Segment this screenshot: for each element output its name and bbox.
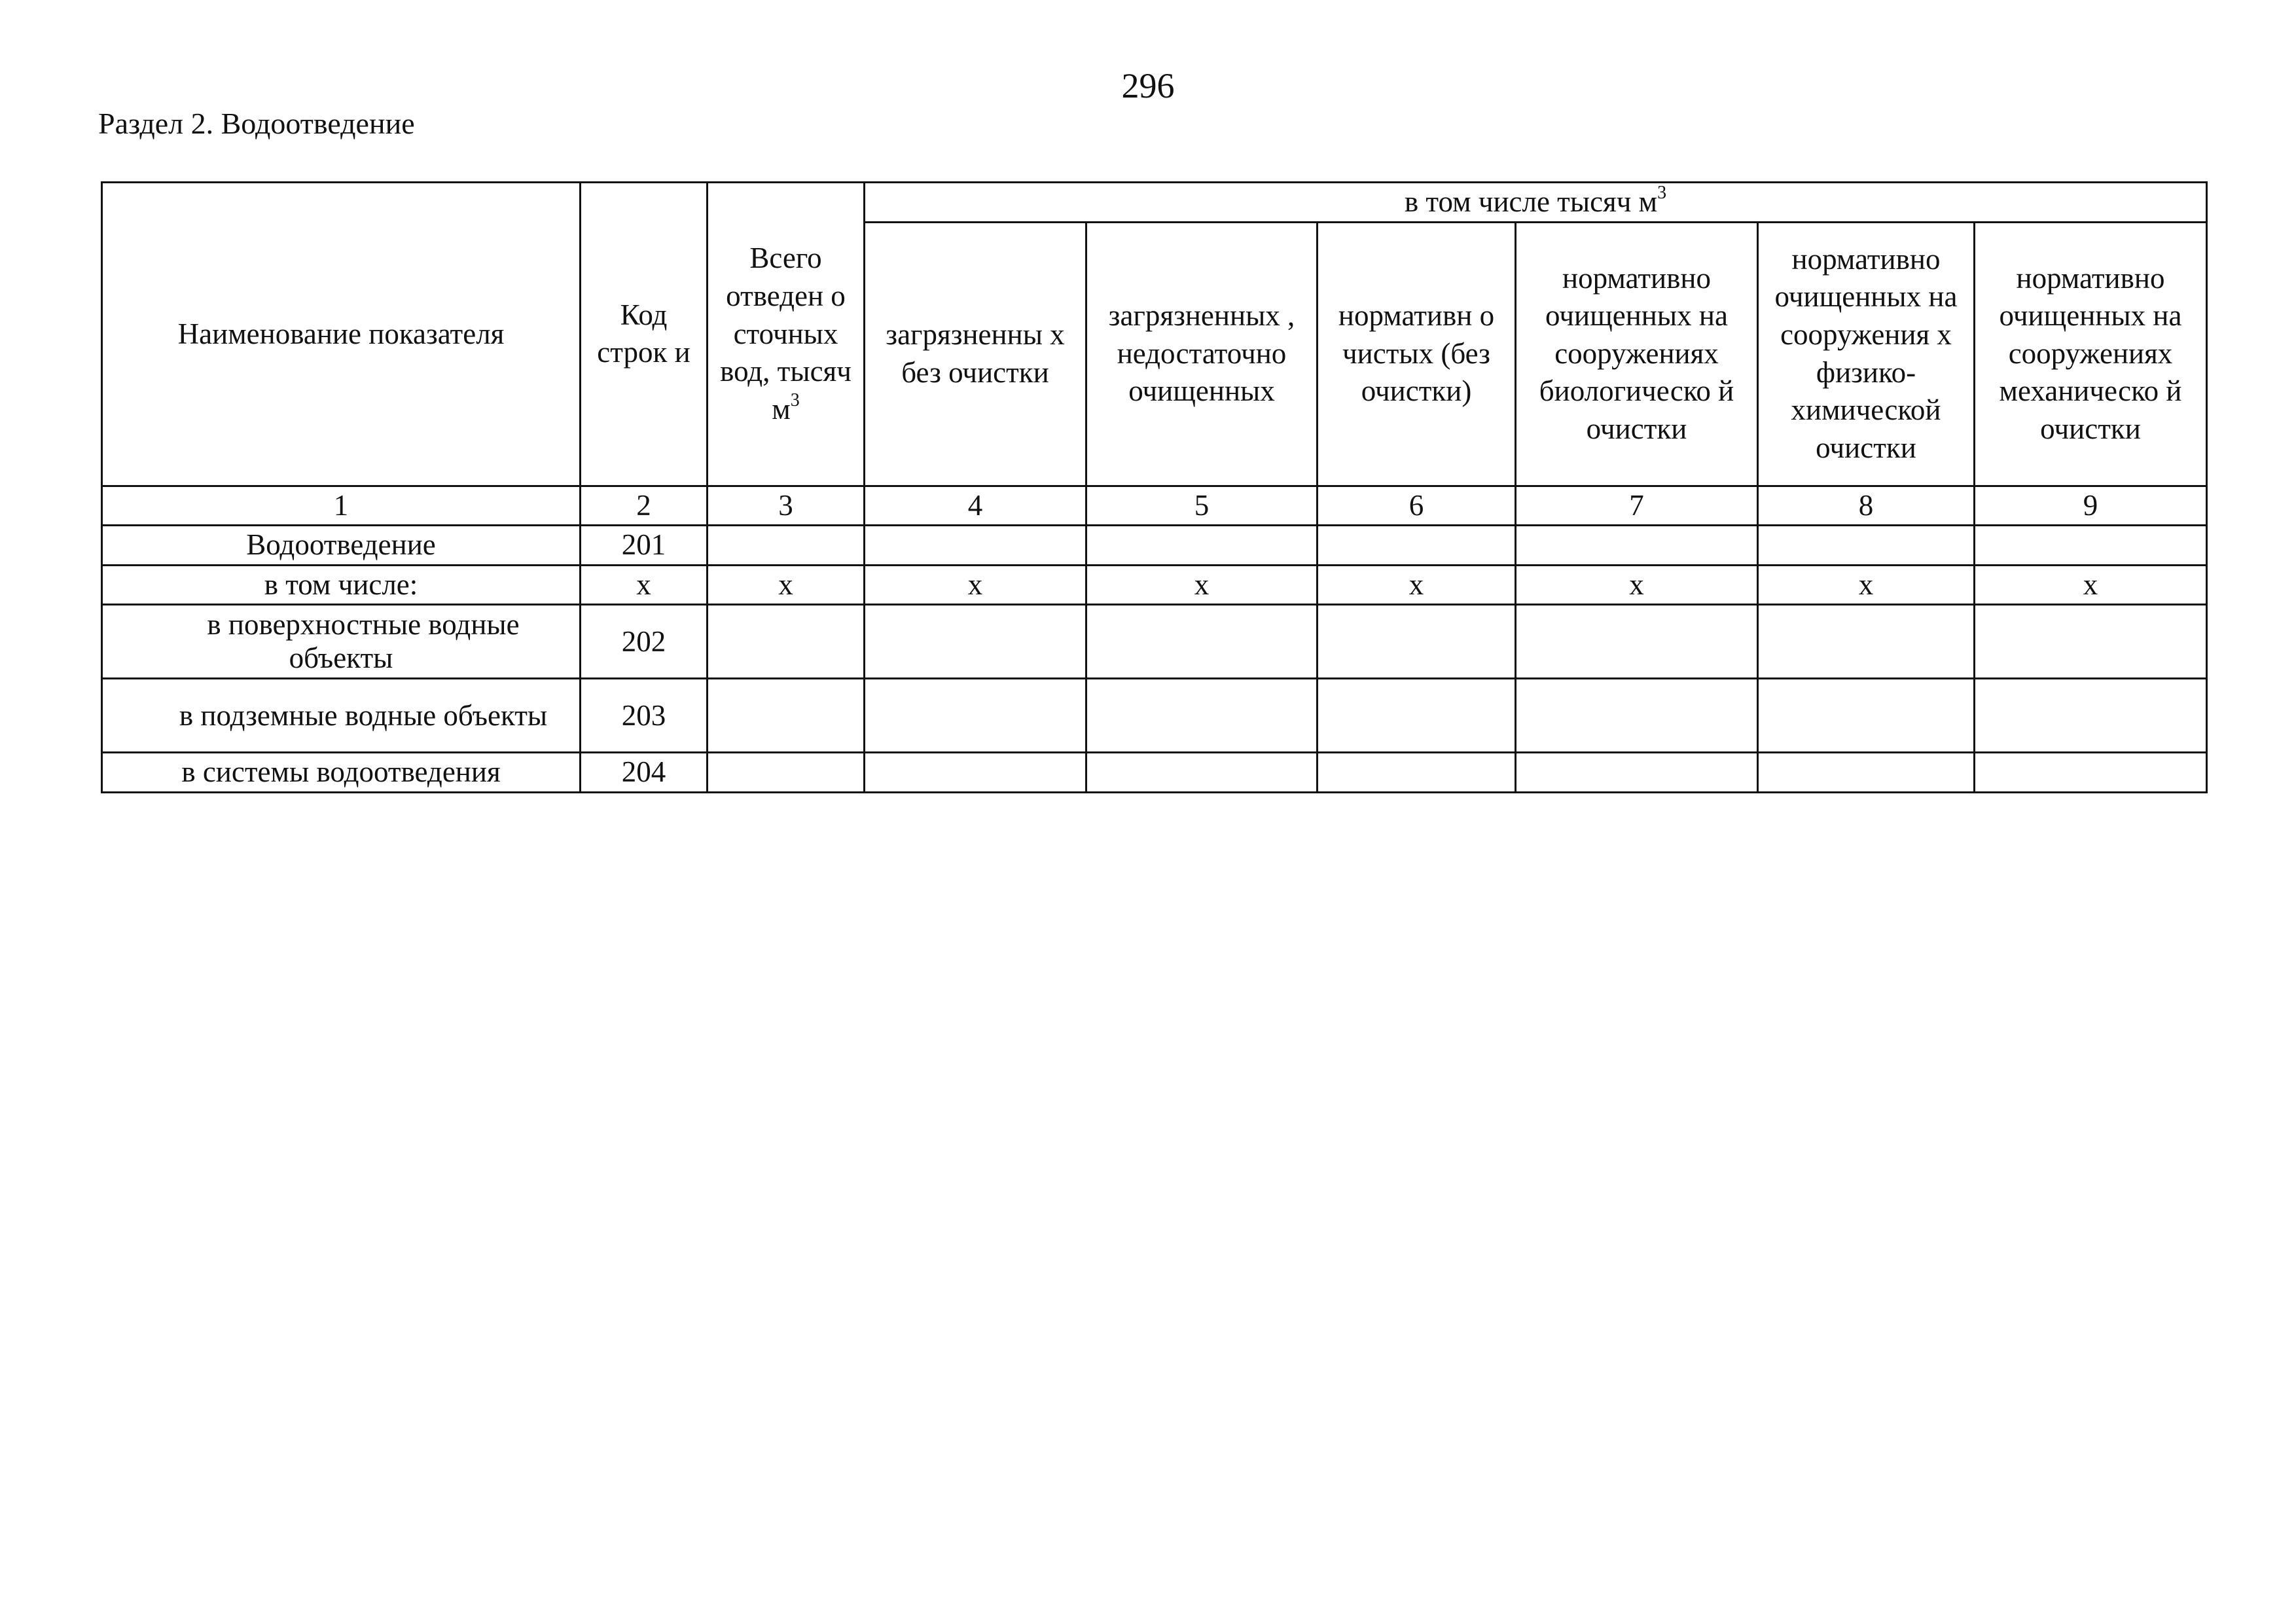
table-cell[interactable] <box>1318 753 1516 793</box>
table-cell[interactable] <box>1975 605 2207 679</box>
water-disposal-table <box>101 181 2208 793</box>
header-col-9: нормативно очищенных на сооружениях механическо й очистки <box>1975 222 2207 486</box>
header-code: Код строк и <box>581 183 708 486</box>
table-cell: x <box>1516 565 1758 605</box>
table-cell[interactable] <box>1318 605 1516 679</box>
table-cell[interactable] <box>865 753 1086 793</box>
table-row <box>102 679 2207 753</box>
table-cell[interactable] <box>1318 526 1516 566</box>
row-code: 203 <box>581 679 708 753</box>
table-cell[interactable] <box>708 526 865 566</box>
header-col-8: нормативно очищенных на сооружения х физико-химической очистки <box>1758 222 1975 486</box>
section-title: Раздел 2. Водоотведение <box>98 107 415 140</box>
row-name: в том числе: <box>102 565 581 605</box>
table-cell[interactable] <box>865 679 1086 753</box>
column-number-row <box>102 486 2207 526</box>
table-cell[interactable] <box>1758 605 1975 679</box>
header-col-7: нормативно очищенных на сооружениях биологическо й очистки <box>1516 222 1758 486</box>
header-including <box>865 183 2207 223</box>
row-code: x <box>581 565 708 605</box>
table-cell[interactable] <box>708 753 865 793</box>
header-total-sup: 3 <box>790 389 800 410</box>
table-cell[interactable] <box>865 526 1086 566</box>
header-col-4: загрязненны х без очистки <box>865 222 1086 486</box>
header-name: Наименование показателя <box>102 183 581 486</box>
table-cell[interactable] <box>1975 679 2207 753</box>
row-code: 202 <box>581 605 708 679</box>
table-cell[interactable] <box>1516 679 1758 753</box>
table-cell[interactable] <box>1975 753 2207 793</box>
column-number: 1 <box>102 486 581 526</box>
column-number: 8 <box>1758 486 1975 526</box>
table-cell: x <box>1758 565 1975 605</box>
row-code: 204 <box>581 753 708 793</box>
table-row <box>102 605 2207 679</box>
column-number: 3 <box>708 486 865 526</box>
header-total <box>708 183 865 486</box>
header-col-6: нормативн о чистых (без очистки) <box>1318 222 1516 486</box>
header-row-1 <box>102 183 2207 223</box>
table-row <box>102 565 2207 605</box>
row-code: 201 <box>581 526 708 566</box>
header-col-5: загрязненных , недостаточно очищенных <box>1086 222 1318 486</box>
table-cell[interactable] <box>1758 753 1975 793</box>
table-cell: x <box>1318 565 1516 605</box>
page-number: 296 <box>1121 66 1175 105</box>
table-cell[interactable] <box>1516 526 1758 566</box>
table-cell[interactable] <box>708 679 865 753</box>
table-cell[interactable] <box>1516 753 1758 793</box>
row-name: в поверхностные водные объекты <box>102 605 581 679</box>
column-number: 2 <box>581 486 708 526</box>
table-cell[interactable] <box>1318 679 1516 753</box>
header-including-sup: 3 <box>1657 183 1667 203</box>
header-including-text: в том числе тысяч м <box>1404 185 1658 218</box>
table-cell[interactable] <box>1086 753 1318 793</box>
table-cell[interactable] <box>865 605 1086 679</box>
table-cell[interactable] <box>708 605 865 679</box>
table-cell: x <box>708 565 865 605</box>
table-cell[interactable] <box>1086 679 1318 753</box>
column-number: 5 <box>1086 486 1318 526</box>
header-total-text: Всего отведен о сточных вод, тысяч м <box>720 242 852 425</box>
table-cell[interactable] <box>1516 605 1758 679</box>
table-cell[interactable] <box>1758 679 1975 753</box>
table-cell[interactable] <box>1086 605 1318 679</box>
table-cell: x <box>1086 565 1318 605</box>
table-cell[interactable] <box>1975 526 2207 566</box>
table-cell: x <box>1975 565 2207 605</box>
row-name: в подземные водные объекты <box>102 679 581 753</box>
table-cell[interactable] <box>1758 526 1975 566</box>
column-number: 6 <box>1318 486 1516 526</box>
row-name: в системы водоотведения <box>102 753 581 793</box>
column-number: 9 <box>1975 486 2207 526</box>
column-number: 7 <box>1516 486 1758 526</box>
table-row <box>102 753 2207 793</box>
table-cell: x <box>865 565 1086 605</box>
row-name: Водоотведение <box>102 526 581 566</box>
table-cell[interactable] <box>1086 526 1318 566</box>
table-row <box>102 526 2207 566</box>
column-number: 4 <box>865 486 1086 526</box>
